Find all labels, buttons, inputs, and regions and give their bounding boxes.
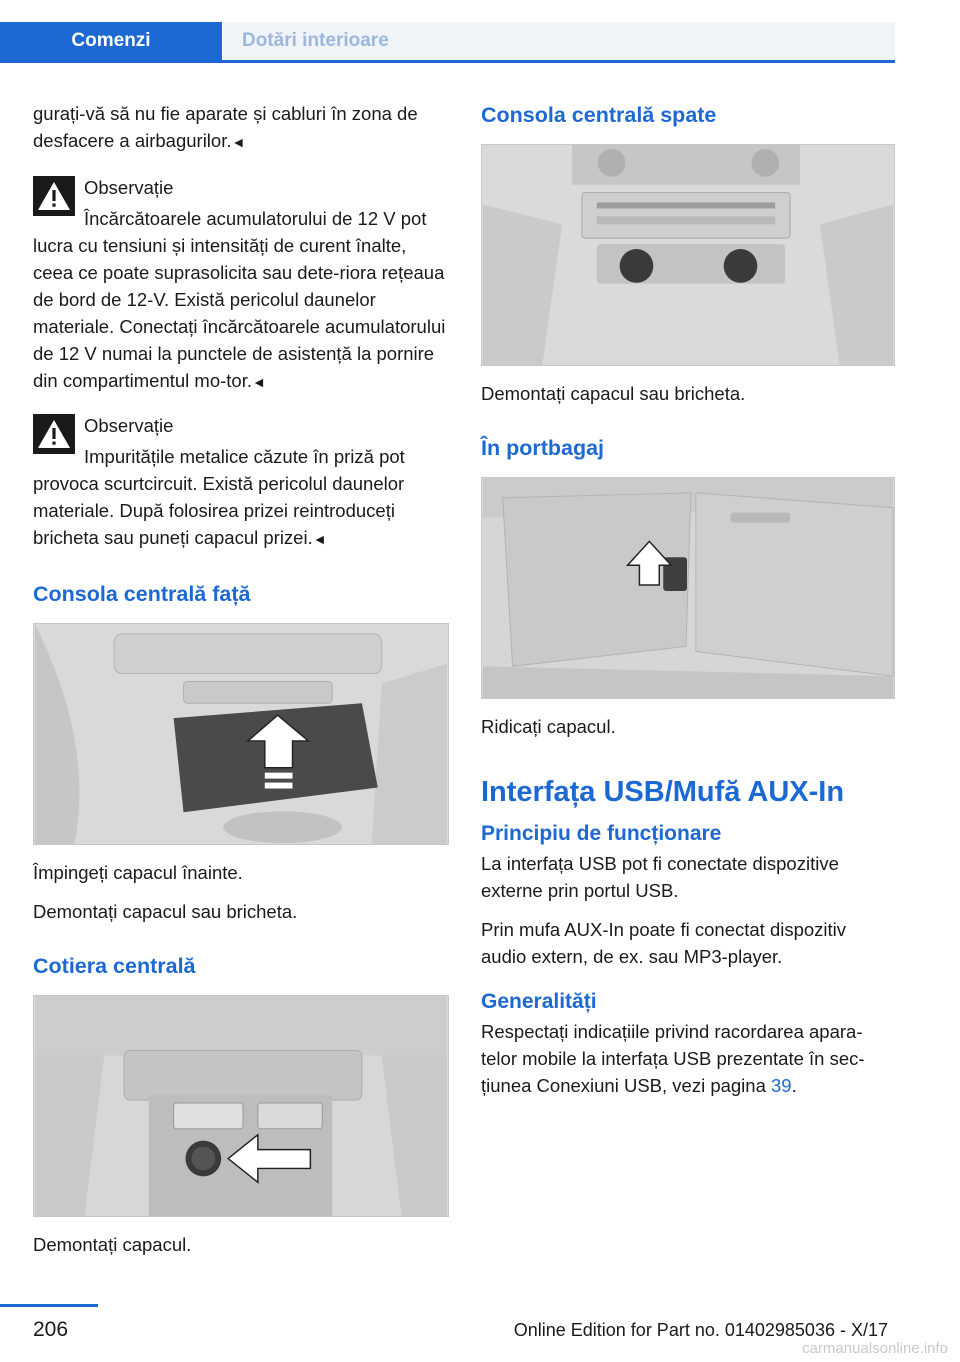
chapter-usb-aux: Interfața USB/Mufă AUX-In bbox=[481, 776, 845, 808]
warning-triangle-icon bbox=[33, 176, 75, 216]
warning-block-1 bbox=[33, 174, 449, 396]
tab-dotari-interioare[interactable]: Dotări interioare bbox=[223, 22, 895, 60]
principle-paragraph-1: La interfața USB pot fi conectate dispozitive externe prin portul USB. bbox=[481, 853, 839, 901]
rear-console-photo bbox=[481, 144, 895, 366]
tab-comenzi[interactable]: Comenzi bbox=[0, 22, 222, 60]
heading-front-console: Consola centrală față bbox=[33, 582, 251, 606]
warning-triangle-icon bbox=[33, 414, 75, 454]
warning-title: Observație bbox=[84, 415, 174, 436]
watermark: carmanualsonline.info bbox=[802, 1340, 948, 1357]
edition-note: Online Edition for Part no. 01402985036 - X/17 bbox=[513, 1320, 888, 1340]
page-header bbox=[0, 0, 960, 64]
trunk-photo bbox=[481, 477, 895, 699]
heading-rear-console: Consola centrală spate bbox=[481, 103, 717, 127]
front-console-step-2: Demontați capacul sau bricheta. bbox=[33, 901, 298, 922]
heading-armrest: Cotiera centrală bbox=[33, 954, 196, 978]
front-console-step-1: Împingeți capacul înainte. bbox=[33, 862, 243, 883]
heading-trunk: În portbagaj bbox=[481, 436, 605, 460]
page-link-39[interactable]: 39 bbox=[771, 1075, 792, 1096]
end-mark: ◄ bbox=[231, 134, 246, 150]
warning-title: Observație bbox=[84, 177, 174, 198]
warning-block-2 bbox=[33, 412, 449, 553]
front-console-photo bbox=[33, 623, 449, 845]
intro-paragraph: gurați-vă să nu fie aparate și cabluri în zona de desfacere a airbagurilor.◄ bbox=[33, 103, 418, 151]
general-paragraph: Respectați indicațiile privind racordarea apara-telor mobile la interfața USB prezentate în sec-țiunea Conexiuni USB, vezi pagina 39. bbox=[481, 1021, 865, 1096]
footer-divider bbox=[0, 1304, 98, 1307]
heading-general: Generalități bbox=[481, 990, 597, 1013]
warning-body: Impuritățile metalice căzute în priză pot provoca scurtcircuit. Există pericolul daunelor materiale. După folosirea prizei reintroduceți bricheta sau puneți capacul prizei.◄ bbox=[33, 446, 405, 548]
header-divider bbox=[0, 60, 895, 63]
armrest-step-1: Demontați capacul. bbox=[33, 1234, 192, 1255]
trunk-step-1: Ridicați capacul. bbox=[481, 716, 616, 737]
page-number: 206 bbox=[33, 1318, 69, 1341]
rear-console-step-1: Demontați capacul sau bricheta. bbox=[481, 383, 746, 404]
left-column bbox=[33, 100, 449, 1270]
heading-principle: Principiu de funcționare bbox=[481, 822, 722, 845]
warning-body: Încărcătoarele acumulatorului de 12 V pot lucra cu tensiuni și intensități de curent înalte, ceea ce poate suprasolicita sau dete-riora rețeaua de bord de 12-V. Există pericolul daunelor materiale. Conectați încărcătoarele acumulatorului de 12 V numai la punctele de asistență la pornire din compartimentul mo-tor.◄ bbox=[33, 208, 446, 391]
right-column bbox=[481, 100, 895, 1111]
armrest-photo bbox=[33, 995, 449, 1217]
principle-paragraph-2: Prin mufa AUX-In poate fi conectat dispozitiv audio extern, de ex. sau MP3-player. bbox=[481, 919, 847, 967]
